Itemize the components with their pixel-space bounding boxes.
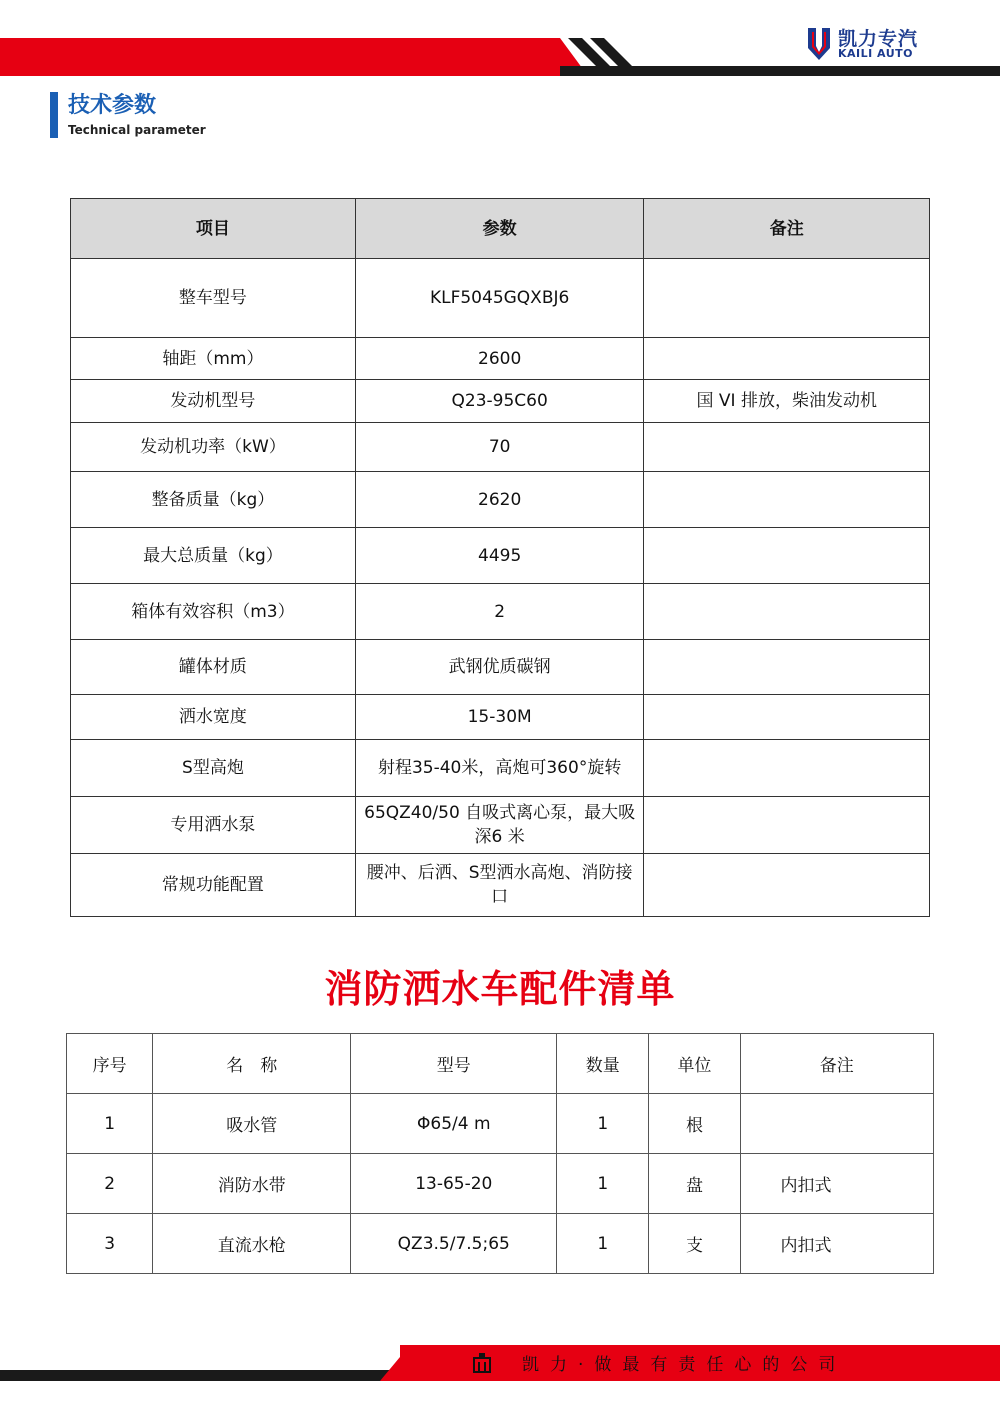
- spec-value: 武钢优质碳钢: [355, 640, 644, 695]
- part-note: 内扣式: [740, 1214, 933, 1274]
- spec-value: 腰冲、后洒、S型洒水高炮、消防接口: [355, 854, 644, 917]
- spec-note: [644, 472, 930, 528]
- spec-item: 最大总质量（kg）: [71, 528, 356, 584]
- spec-note: 国 VI 排放，柴油发动机: [644, 380, 930, 423]
- table-row: [71, 584, 930, 640]
- spec-note: [644, 740, 930, 797]
- spec-value: 2600: [355, 338, 644, 380]
- parts-table: [66, 1033, 934, 1274]
- table-row: [71, 640, 930, 695]
- part-model: Φ65/4 m: [351, 1094, 557, 1154]
- spec-item: 发动机型号: [71, 380, 356, 423]
- part-no: 2: [67, 1154, 153, 1214]
- table-row: [67, 1214, 934, 1274]
- spec-item: S型高炮: [71, 740, 356, 797]
- parts-header-note: 备注: [740, 1034, 933, 1094]
- spec-value: 70: [355, 423, 644, 472]
- spec-note: [644, 259, 930, 338]
- parts-header-qty: 数量: [557, 1034, 649, 1094]
- part-qty: 1: [557, 1154, 649, 1214]
- footer-black-band: [0, 1370, 430, 1381]
- spec-item: 罐体材质: [71, 640, 356, 695]
- part-note: 内扣式: [740, 1154, 933, 1214]
- part-note: [740, 1094, 933, 1154]
- spec-note: [644, 854, 930, 917]
- parts-header-unit: 单位: [649, 1034, 740, 1094]
- spec-value: 2620: [355, 472, 644, 528]
- table-row: [71, 259, 930, 338]
- table-row: [71, 740, 930, 797]
- spec-note: [644, 528, 930, 584]
- part-model: 13-65-20: [351, 1154, 557, 1214]
- part-no: 3: [67, 1214, 153, 1274]
- section-accent-bar: [50, 92, 58, 138]
- table-row: [71, 472, 930, 528]
- table-row: [71, 695, 930, 740]
- table-row: [71, 797, 930, 854]
- table-row: [67, 1154, 934, 1214]
- section-title: 技术参数: [68, 93, 157, 118]
- spec-value: KLF5045GQXBJ6: [355, 259, 644, 338]
- spec-item: 箱体有效容积（m3）: [71, 584, 356, 640]
- part-unit: 根: [649, 1094, 740, 1154]
- spec-item: 发动机功率（kW）: [71, 423, 356, 472]
- brand-name-en: KAILI AUTO: [838, 47, 914, 60]
- spec-value: Q23-95C60: [355, 380, 644, 423]
- spec-value: 65QZ40/50 自吸式离心泵，最大吸深6 米: [355, 797, 644, 854]
- parts-header-model: 型号: [351, 1034, 557, 1094]
- brand-logo: [806, 24, 936, 66]
- brand-name-cn: 凯力专汽: [838, 28, 919, 50]
- table-row: [71, 380, 930, 423]
- spec-note: [644, 797, 930, 854]
- part-qty: 1: [557, 1094, 649, 1154]
- spec-value: 2: [355, 584, 644, 640]
- spec-item: 专用洒水泵: [71, 797, 356, 854]
- table-row: [71, 528, 930, 584]
- spec-header-row: [71, 199, 930, 259]
- spec-header-item: 项目: [71, 199, 356, 259]
- part-no: 1: [67, 1094, 153, 1154]
- part-name: 消防水带: [153, 1154, 351, 1214]
- part-name: 吸水管: [153, 1094, 351, 1154]
- spec-header-value: 参数: [355, 199, 644, 259]
- spec-note: [644, 695, 930, 740]
- spec-value: 4495: [355, 528, 644, 584]
- parts-header-no: 序号: [67, 1034, 153, 1094]
- spec-note: [644, 338, 930, 380]
- table-row: [71, 423, 930, 472]
- spec-item: 常规功能配置: [71, 854, 356, 917]
- part-unit: 盘: [649, 1154, 740, 1214]
- section-subtitle: Technical parameter: [68, 123, 206, 137]
- table-row: [67, 1094, 934, 1154]
- header-black-band: [560, 66, 1000, 76]
- parts-list-title: 消防洒水车配件清单: [324, 967, 676, 1011]
- spec-value: 15-30M: [355, 695, 644, 740]
- spec-value: 射程35-40米，高炮可360°旋转: [355, 740, 644, 797]
- building-icon: [472, 1352, 492, 1374]
- part-qty: 1: [557, 1214, 649, 1274]
- part-unit: 支: [649, 1214, 740, 1274]
- spec-note: [644, 423, 930, 472]
- spec-item: 轴距（mm）: [71, 338, 356, 380]
- spec-item: 整车型号: [71, 259, 356, 338]
- part-model: QZ3.5/7.5;65: [351, 1214, 557, 1274]
- spec-header-note: 备注: [644, 199, 930, 259]
- table-row: [71, 854, 930, 917]
- spec-note: [644, 640, 930, 695]
- spec-item: 洒水宽度: [71, 695, 356, 740]
- footer-slogan: 凯力·做最有责任心的公司: [522, 1355, 847, 1375]
- parts-header-row: [67, 1034, 934, 1094]
- parts-header-name: 名 称: [153, 1034, 351, 1094]
- part-name: 直流水枪: [153, 1214, 351, 1274]
- kaili-logo-icon: [806, 26, 832, 62]
- spec-table: [70, 198, 930, 917]
- spec-note: [644, 584, 930, 640]
- spec-item: 整备质量（kg）: [71, 472, 356, 528]
- table-row: [71, 338, 930, 380]
- header-red-band: [0, 38, 610, 76]
